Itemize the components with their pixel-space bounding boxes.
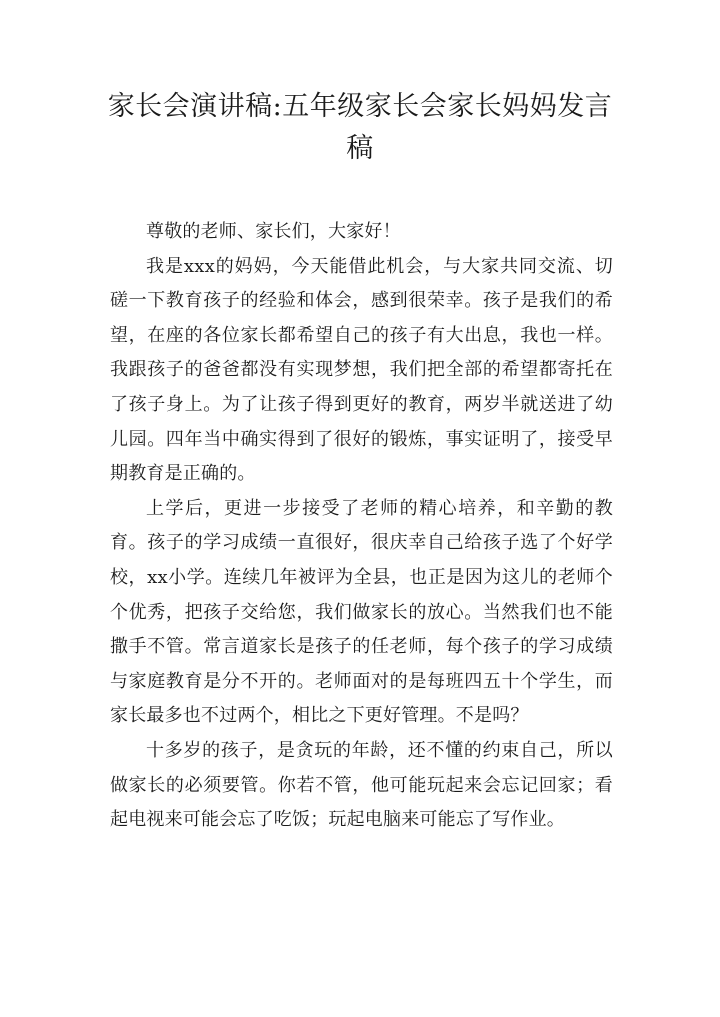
paragraph-school: 上学后，更进一步接受了老师的精心培养，和辛勤的教育。孩子的学习成绩一直很好，很庆幸自己给孩子选了个好学校，xx小学。连续几年被评为全县，也正是因为这儿的老师个个优秀，把孩子交给您，我们做家长的放心。当然我们也不能撒手不管。常言道家长是孩子的任老师，每个孩子的学习成绩与家庭教育是分不开的。老师面对的是每班四五十个学生，而家长最多也不过两个，相比之下更好管理。不是吗？ bbox=[110, 497, 613, 727]
paragraph-greeting: 尊敬的老师、家长们，大家好！ bbox=[146, 221, 401, 242]
paragraph-discipline: 十多岁的孩子，是贪玩的年龄，还不懂的约束自己，所以做家长的必须要管。你若不管，他可能玩起来会忘记回家；看起电视来可能会忘了吃饭；玩起电脑来可能忘了写作业。 bbox=[110, 739, 613, 831]
paragraph-intro: 我是xxx的妈妈，今天能借此机会，与大家共同交流、切磋一下教育孩子的经验和体会，感到很荣幸。孩子是我们的希望，在座的各位家长都希望自己的孩子有大出息，我也一样。我跟孩子的爸爸都没有实现梦想，我们把全部的希望都寄托在了孩子身上。为了让孩子得到更好的教育，两岁半就送进了幼儿园。四年当中确实得到了很好的锻炼，事实证明了，接受早期教育是正确的。 bbox=[110, 255, 613, 485]
document-title: 家长会演讲稿:五年级家长会家长妈妈发言稿 bbox=[107, 91, 613, 164]
document-body bbox=[110, 215, 613, 838]
